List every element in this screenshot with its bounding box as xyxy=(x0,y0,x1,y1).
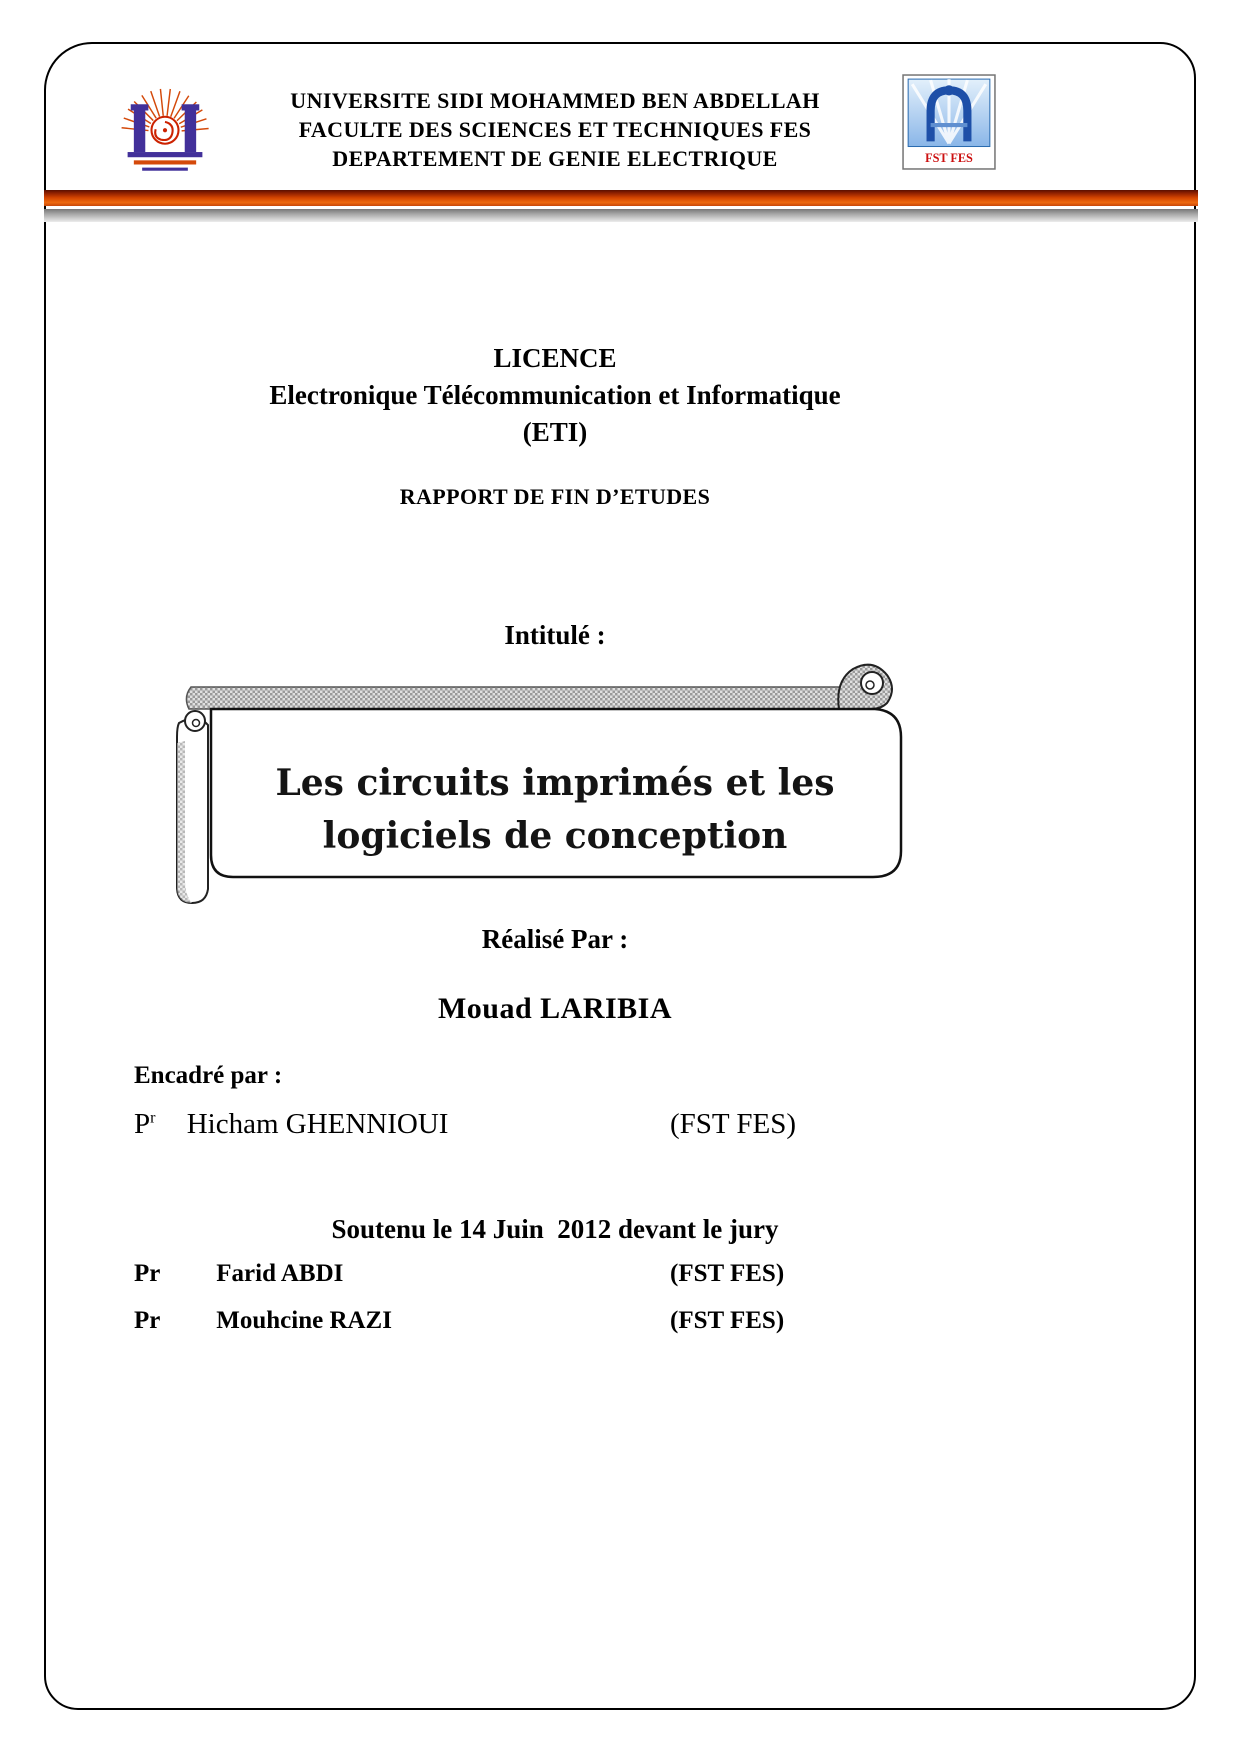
jury-1-affiliation: (FST FES) xyxy=(670,1260,785,1287)
defense-statement: Soutenu le 14 Juin 2012 devant le jury xyxy=(331,1214,779,1244)
scroll-top-shadow xyxy=(186,687,863,709)
fst-logo-label: FST FES xyxy=(925,150,973,165)
title-label: Intitulé : xyxy=(504,620,606,650)
jury-1-title: Pr xyxy=(134,1260,161,1287)
supervisor-title: $P^r$ xyxy=(134,1108,156,1140)
program-block xyxy=(45,340,1065,451)
divider-orange-bar xyxy=(44,190,1198,206)
report-title-line2: logiciels de conception xyxy=(322,815,788,857)
faculty-name: FACULTE DES SCIENCES ET TECHNIQUES FES xyxy=(298,117,812,142)
fst-fes-logo xyxy=(902,74,996,170)
report-title xyxy=(215,757,895,863)
specialty-label: Electronique Télécommunication et Informatique xyxy=(269,380,841,410)
degree-label: LICENCE xyxy=(493,343,617,373)
jury-row-1 xyxy=(134,1260,1114,1288)
supervisor-affiliation: (FST FES) xyxy=(670,1108,796,1140)
jury-1-name: Farid ABDI xyxy=(216,1260,344,1287)
author-label: Réalisé Par : xyxy=(481,924,629,954)
jury-2-affiliation: (FST FES) xyxy=(670,1307,785,1334)
supervisor-name: Hicham GHENNIOUI xyxy=(186,1108,449,1140)
report-title-line1: Les circuits imprimés et les xyxy=(275,762,835,804)
jury-2-title: Pr xyxy=(134,1307,161,1334)
jury-2-name: Mouhcine RAZI xyxy=(216,1307,392,1334)
supervisor-label: Encadré par : xyxy=(134,1062,283,1089)
report-type: RAPPORT DE FIN D’ETUDES xyxy=(399,484,711,509)
department-name: DEPARTEMENT DE GENIE ELECTRIQUE xyxy=(332,146,778,171)
header-divider-band xyxy=(44,190,1198,222)
university-name: UNIVERSITE SIDI MOHAMMED BEN ABDELLAH xyxy=(290,88,820,113)
divider-gray-bar xyxy=(44,209,1198,222)
author-name: Mouad LARIBIA xyxy=(437,992,673,1025)
specialty-abbr: (ETI) xyxy=(522,417,588,447)
supervisor-row xyxy=(134,1108,1114,1141)
jury-row-2 xyxy=(134,1307,1114,1335)
